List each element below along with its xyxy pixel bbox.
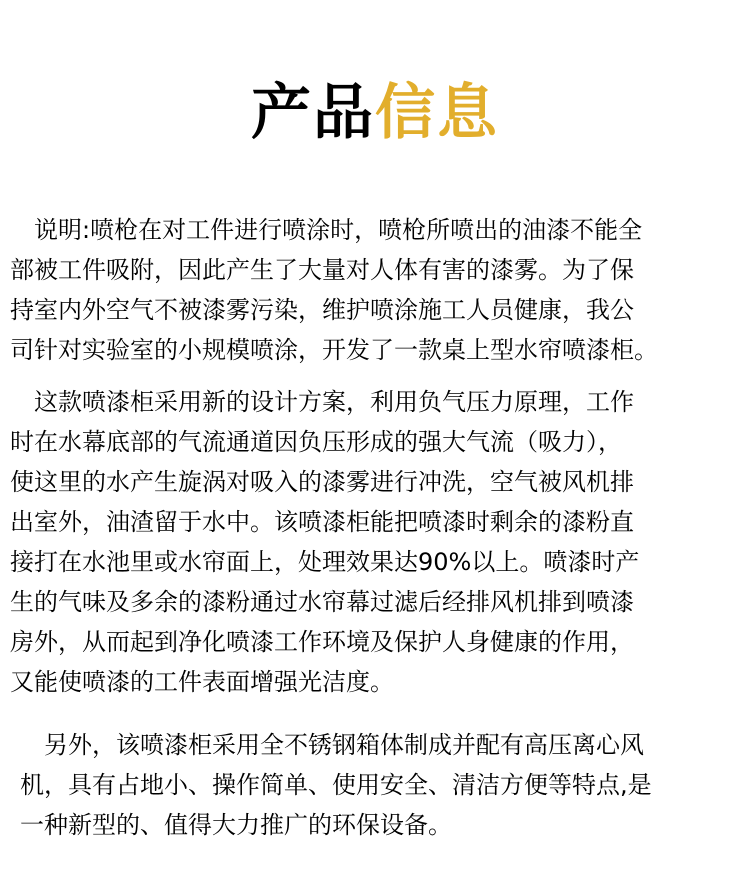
title-part-dark: 产品 (251, 78, 375, 148)
paragraph-line: 生的气味及多余的漆粉通过水帘幕过滤后经排风机排到喷漆 (10, 588, 634, 616)
paragraph-line: 另外，该喷漆柜采用全不锈钢箱体制成并配有高压离心风 (44, 731, 644, 759)
page-title (0, 78, 750, 148)
paragraph-line: 持室内外空气不被漆雾污染，维护喷涂施工人员健康，我公 (10, 296, 634, 324)
paragraph-line: 这款喷漆柜采用新的设计方案，利用负气压力原理，工作 (34, 388, 634, 416)
paragraph-line: 接打在水池里或水帘面上，处理效果达90%以上。喷漆时产 (10, 548, 640, 576)
paragraph-line: 出室外，油渣留于水中。该喷漆柜能把喷漆时剩余的漆粉直 (10, 508, 634, 536)
paragraph-line: 又能使喷漆的工件表面增强光洁度。 (10, 668, 394, 696)
paragraph-line: 司针对实验室的小规模喷涂，开发了一款桌上型水帘喷漆柜。 (10, 336, 658, 364)
paragraph-line: 使这里的水产生旋涡对吸入的漆雾进行冲洗，空气被风机排 (10, 468, 634, 496)
paragraph-line: 机，具有占地小、操作简单、使用安全、清洁方便等特点,是 (20, 771, 652, 799)
paragraph-line: 时在水幕底部的气流通道因负压形成的强大气流（吸力）， (10, 428, 622, 456)
title-part-gold: 信息 (375, 78, 499, 148)
paragraph-line: 房外，从而起到净化喷漆工作环境及保护人身健康的作用， (10, 628, 634, 656)
paragraph-line: 部被工件吸附，因此产生了大量对人体有害的漆雾。为了保 (10, 256, 634, 284)
paragraph-line: 说明:喷枪在对工件进行喷涂时，喷枪所喷出的油漆不能全 (34, 216, 643, 244)
paragraph-line: 一种新型的、值得大力推广的环保设备。 (20, 811, 452, 839)
